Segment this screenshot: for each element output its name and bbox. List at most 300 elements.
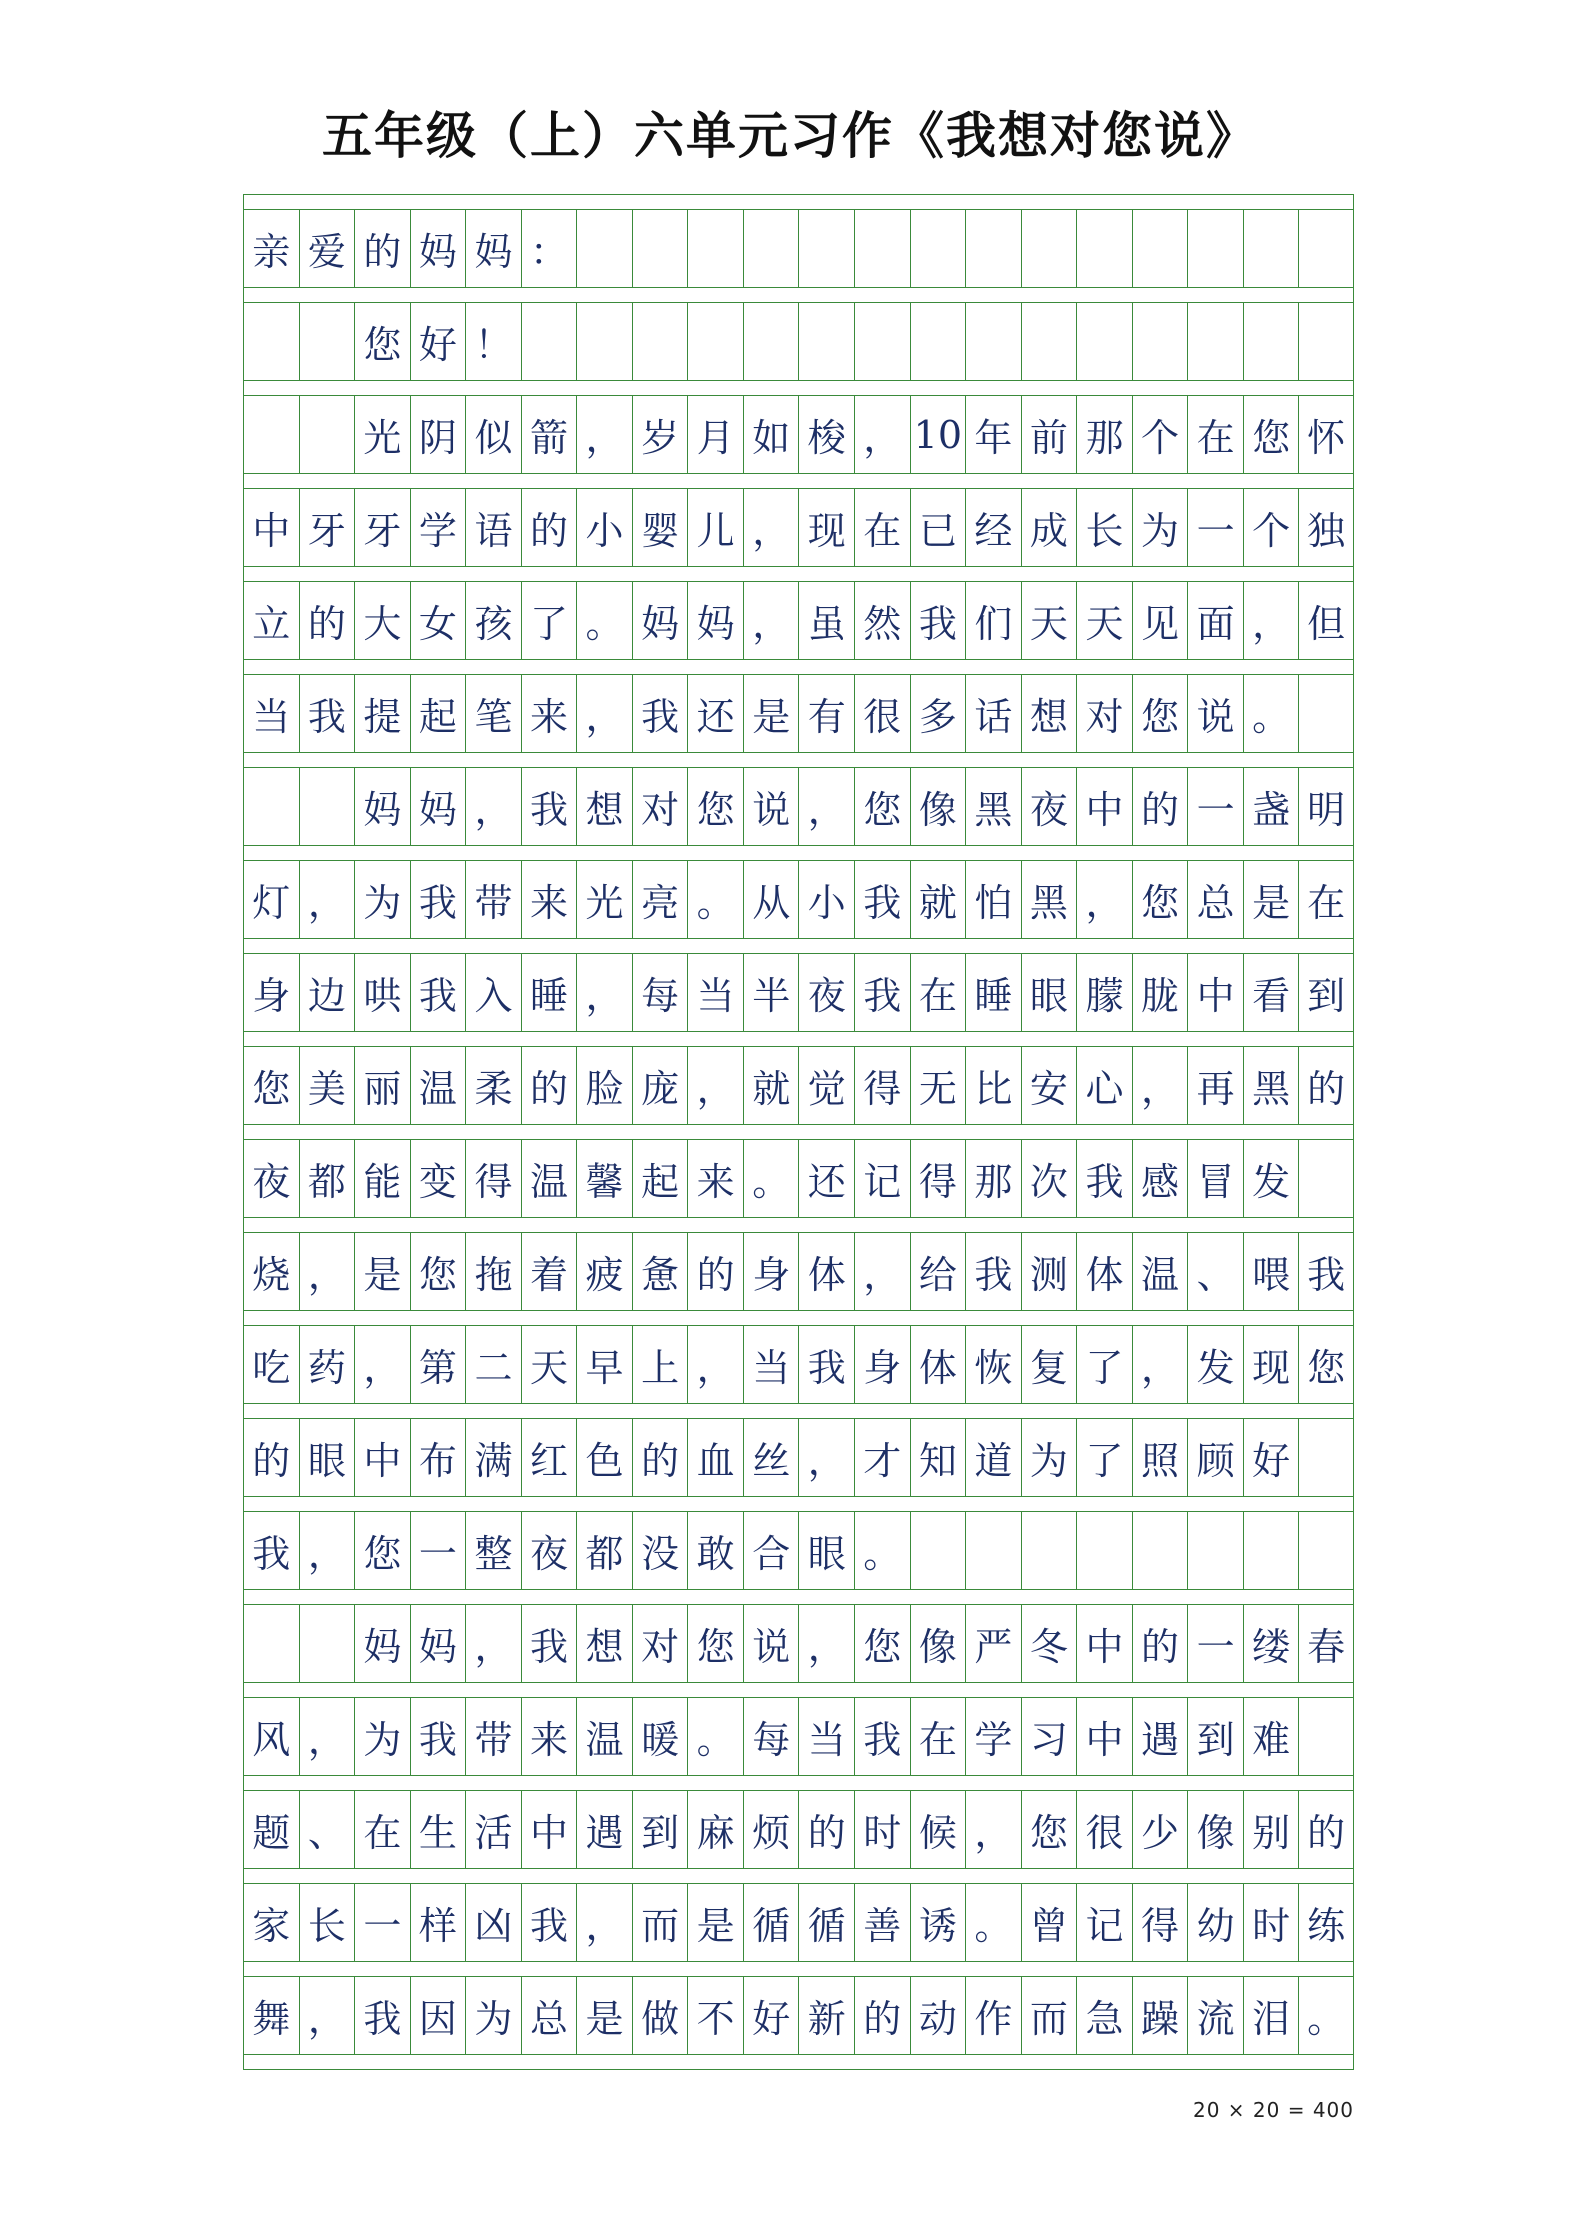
- grid-cell: 是: [743, 675, 799, 752]
- grid-cell: 为: [1132, 489, 1188, 566]
- grid-row: [243, 1791, 1354, 1869]
- grid-cell: [1021, 210, 1077, 287]
- grid-cell: 亲: [243, 210, 299, 287]
- grid-cell: 练: [1298, 1884, 1354, 1961]
- grid-cell: 睡: [965, 954, 1021, 1031]
- grid-cell: ，: [854, 1233, 910, 1310]
- grid-cell: 当: [798, 1698, 854, 1775]
- grid-cell: 的: [521, 1047, 577, 1124]
- grid-cell: 怕: [965, 861, 1021, 938]
- grid-cell: 躁: [1132, 1977, 1188, 2054]
- grid-cell: [1243, 1512, 1299, 1589]
- grid-cell: [910, 1512, 966, 1589]
- grid-cell: [1132, 210, 1188, 287]
- grid-cell: 妈: [410, 210, 466, 287]
- grid-cell: 少: [1132, 1791, 1188, 1868]
- grid-row: [243, 1233, 1354, 1311]
- grid-cell: 现: [1243, 1326, 1299, 1403]
- grid-cell: [687, 210, 743, 287]
- grid-row: [243, 768, 1354, 846]
- grid-cell: ，: [743, 489, 799, 566]
- row-gap: [243, 939, 1354, 954]
- grid-cell: 眼: [299, 1419, 355, 1496]
- grid-cell: 温: [1132, 1233, 1188, 1310]
- grid-cell: 您: [1298, 1326, 1354, 1403]
- grid-cell: 胧: [1132, 954, 1188, 1031]
- grid-cell: 像: [910, 1605, 966, 1682]
- grid-cell: 中: [521, 1791, 577, 1868]
- grid-cell: 烦: [743, 1791, 799, 1868]
- grid-cell: 测: [1021, 1233, 1077, 1310]
- grid-cell: 说: [1187, 675, 1243, 752]
- grid-cell: 牙: [299, 489, 355, 566]
- grid-cell: 想: [576, 1605, 632, 1682]
- grid-cell: 着: [521, 1233, 577, 1310]
- grid-cell: [743, 303, 799, 380]
- grid-cell: 疲: [576, 1233, 632, 1310]
- grid-cell: 庞: [632, 1047, 688, 1124]
- grid-cell: 题: [243, 1791, 299, 1868]
- grid-cell: 来: [521, 861, 577, 938]
- grid-cell: 记: [854, 1140, 910, 1217]
- grid-row: [243, 861, 1354, 939]
- grid-cell: 我: [299, 675, 355, 752]
- grid-cell: 现: [798, 489, 854, 566]
- grid-cell: 因: [410, 1977, 466, 2054]
- grid-cell: [632, 210, 688, 287]
- grid-cell: 您: [687, 1605, 743, 1682]
- grid-cell: 每: [743, 1698, 799, 1775]
- row-gap: [243, 2055, 1354, 2070]
- grid-cell: 成: [1021, 489, 1077, 566]
- grid-cell: [576, 210, 632, 287]
- grid-cell: [1187, 303, 1243, 380]
- grid-cell: 得: [910, 1140, 966, 1217]
- grid-cell: [576, 303, 632, 380]
- grid-cell: 带: [465, 1698, 521, 1775]
- grid-cell: [1076, 303, 1132, 380]
- grid-cell: 早: [576, 1326, 632, 1403]
- grid-cell: 我: [410, 1698, 466, 1775]
- grid-cell: 带: [465, 861, 521, 938]
- grid-cell: 样: [410, 1884, 466, 1961]
- writing-grid: [243, 194, 1354, 2070]
- grid-cell: 的: [1132, 1605, 1188, 1682]
- grid-cell: 一: [1187, 1605, 1243, 1682]
- grid-cell: 但: [1298, 582, 1354, 659]
- grid-cell: 布: [410, 1419, 466, 1496]
- grid-cell: 、: [299, 1791, 355, 1868]
- grid-cell: 一: [1187, 768, 1243, 845]
- grid-cell: 比: [965, 1047, 1021, 1124]
- grid-cell: 的: [687, 1233, 743, 1310]
- page-title: 五年级（上）六单元习作《我想对您说》: [322, 107, 1258, 165]
- grid-cell: 年: [965, 396, 1021, 473]
- grid-cell: 善: [854, 1884, 910, 1961]
- grid-cell: 次: [1021, 1140, 1077, 1217]
- grid-cell: 独: [1298, 489, 1354, 566]
- grid-cell: 多: [910, 675, 966, 752]
- grid-cell: 黑: [1243, 1047, 1299, 1124]
- grid-cell: 像: [1187, 1791, 1243, 1868]
- grid-cell: 为: [465, 1977, 521, 2054]
- grid-cell: 是: [687, 1884, 743, 1961]
- grid-cell: 有: [798, 675, 854, 752]
- row-gap: [243, 474, 1354, 489]
- grid-cell: [910, 210, 966, 287]
- grid-cell: 温: [576, 1698, 632, 1775]
- grid-cell: 们: [965, 582, 1021, 659]
- grid-cell: 的: [243, 1419, 299, 1496]
- grid-cell: 遇: [1132, 1698, 1188, 1775]
- grid-cell: 凶: [465, 1884, 521, 1961]
- grid-cell: 是: [354, 1233, 410, 1310]
- grid-cell: 还: [798, 1140, 854, 1217]
- grid-cell: 照: [1132, 1419, 1188, 1496]
- grid-cell: [854, 303, 910, 380]
- grid-cell: [1243, 303, 1299, 380]
- grid-cell: 我: [854, 1698, 910, 1775]
- grid-cell: 好: [1243, 1419, 1299, 1496]
- grid-row: [243, 582, 1354, 660]
- grid-cell: 得: [1132, 1884, 1188, 1961]
- row-gap: [243, 753, 1354, 768]
- grid-cell: 半: [743, 954, 799, 1031]
- grid-cell: 您: [410, 1233, 466, 1310]
- grid-cell: [798, 210, 854, 287]
- grid-cell: 的: [632, 1419, 688, 1496]
- grid-cell: 儿: [687, 489, 743, 566]
- grid-cell: [243, 1605, 299, 1682]
- grid-cell: 小: [576, 489, 632, 566]
- grid-cell: [965, 210, 1021, 287]
- grid-cell: 时: [1243, 1884, 1299, 1961]
- grid-cell: 馨: [576, 1140, 632, 1217]
- grid-cell: 身: [743, 1233, 799, 1310]
- grid-cell: 风: [243, 1698, 299, 1775]
- grid-cell: 知: [910, 1419, 966, 1496]
- grid-cell: 、: [1187, 1233, 1243, 1310]
- grid-cell: 到: [1298, 954, 1354, 1031]
- grid-cell: 道: [965, 1419, 1021, 1496]
- grid-cell: [299, 303, 355, 380]
- grid-cell: 中: [1187, 954, 1243, 1031]
- grid-cell: ，: [1132, 1047, 1188, 1124]
- grid-cell: 学: [410, 489, 466, 566]
- grid-cell: 总: [1187, 861, 1243, 938]
- grid-cell: 拖: [465, 1233, 521, 1310]
- row-gap: [243, 1497, 1354, 1512]
- grid-cell: 对: [632, 1605, 688, 1682]
- grid-cell: 而: [632, 1884, 688, 1961]
- grid-cell: 女: [410, 582, 466, 659]
- grid-cell: ，: [1076, 861, 1132, 938]
- grid-cell: 大: [354, 582, 410, 659]
- grid-cell: 活: [465, 1791, 521, 1868]
- grid-cell: 体: [798, 1233, 854, 1310]
- row-gap: [243, 288, 1354, 303]
- grid-cell: 我: [243, 1512, 299, 1589]
- grid-cell: 想: [1021, 675, 1077, 752]
- grid-cell: 很: [1076, 1791, 1132, 1868]
- grid-row: [243, 396, 1354, 474]
- grid-cell: 语: [465, 489, 521, 566]
- grid-row: [243, 1977, 1354, 2055]
- grid-cell: ，: [687, 1326, 743, 1403]
- grid-cell: [798, 303, 854, 380]
- grid-cell: [1298, 1698, 1354, 1775]
- row-gap: [243, 1683, 1354, 1698]
- grid-cell: 暖: [632, 1698, 688, 1775]
- grid-cell: 眼: [798, 1512, 854, 1589]
- row-gap: [243, 1776, 1354, 1791]
- grid-cell: 。: [576, 582, 632, 659]
- grid-cell: 给: [910, 1233, 966, 1310]
- grid-cell: 一: [354, 1884, 410, 1961]
- grid-cell: 美: [299, 1047, 355, 1124]
- grid-cell: 您: [854, 1605, 910, 1682]
- grid-cell: 我: [854, 861, 910, 938]
- grid-cell: 记: [1076, 1884, 1132, 1961]
- grid-cell: 惫: [632, 1233, 688, 1310]
- grid-cell: 的: [798, 1791, 854, 1868]
- grid-cell: 烧: [243, 1233, 299, 1310]
- grid-cell: 当: [243, 675, 299, 752]
- grid-cell: 恢: [965, 1326, 1021, 1403]
- grid-cell: 光: [576, 861, 632, 938]
- grid-cell: ，: [299, 861, 355, 938]
- row-gap: [243, 846, 1354, 861]
- grid-cell: [1021, 303, 1077, 380]
- grid-cell: 无: [910, 1047, 966, 1124]
- grid-cell: 我: [521, 1605, 577, 1682]
- grid-cell: 循: [743, 1884, 799, 1961]
- grid-cell: 如: [743, 396, 799, 473]
- grid-cell: ，: [299, 1977, 355, 2054]
- grid-cell: 边: [299, 954, 355, 1031]
- grid-cell: [965, 303, 1021, 380]
- grid-cell: 不: [687, 1977, 743, 2054]
- grid-cell: 药: [299, 1326, 355, 1403]
- grid-cell: 妈: [354, 1605, 410, 1682]
- grid-cell: 提: [354, 675, 410, 752]
- grid-cell: 感: [1132, 1140, 1188, 1217]
- grid-cell: 夜: [798, 954, 854, 1031]
- grid-cell: 发: [1243, 1140, 1299, 1217]
- grid-cell: 我: [965, 1233, 1021, 1310]
- grid-cell: 心: [1076, 1047, 1132, 1124]
- grid-cell: 候: [910, 1791, 966, 1868]
- row-gap: [243, 381, 1354, 396]
- grid-cell: 幼: [1187, 1884, 1243, 1961]
- grid-cell: ！: [465, 303, 521, 380]
- grid-cell: 得: [465, 1140, 521, 1217]
- grid-cell: 妈: [632, 582, 688, 659]
- grid-cell: 黑: [1021, 861, 1077, 938]
- grid-cell: [1076, 210, 1132, 287]
- grid-cell: 了: [1076, 1326, 1132, 1403]
- grid-cell: 孩: [465, 582, 521, 659]
- grid-cell: 在: [1298, 861, 1354, 938]
- grid-cell: [1076, 1512, 1132, 1589]
- grid-cell: [521, 303, 577, 380]
- grid-row: [243, 675, 1354, 753]
- grid-cell: 诱: [910, 1884, 966, 1961]
- grid-cell: 没: [632, 1512, 688, 1589]
- grid-cell: 我: [410, 954, 466, 1031]
- grid-cell: 能: [354, 1140, 410, 1217]
- grid-cell: [1187, 1512, 1243, 1589]
- grid-cell: 朦: [1076, 954, 1132, 1031]
- grid-cell: 色: [576, 1419, 632, 1496]
- grid-cell: 婴: [632, 489, 688, 566]
- grid-cell: 您: [1021, 1791, 1077, 1868]
- grid-cell: 温: [521, 1140, 577, 1217]
- row-gap: [243, 1125, 1354, 1140]
- grid-cell: 急: [1076, 1977, 1132, 2054]
- grid-cell: 岁: [632, 396, 688, 473]
- grid-cell: 春: [1298, 1605, 1354, 1682]
- grid-cell: 安: [1021, 1047, 1077, 1124]
- grid-cell: 我: [798, 1326, 854, 1403]
- grid-cell: 前: [1021, 396, 1077, 473]
- grid-cell: 的: [354, 210, 410, 287]
- row-gap: [243, 1311, 1354, 1326]
- grid-cell: 我: [410, 861, 466, 938]
- grid-cell: 虽: [798, 582, 854, 659]
- grid-size-note: 20 × 20 = 400: [1192, 2098, 1354, 2122]
- grid-cell: 是: [576, 1977, 632, 2054]
- grid-row: [243, 210, 1354, 288]
- grid-cell: 对: [632, 768, 688, 845]
- grid-cell: 我: [1076, 1140, 1132, 1217]
- grid-cell: 中: [243, 489, 299, 566]
- grid-cell: 复: [1021, 1326, 1077, 1403]
- grid-cell: 一: [410, 1512, 466, 1589]
- grid-row: [243, 303, 1354, 381]
- grid-cell: 为: [354, 861, 410, 938]
- grid-cell: 天: [1021, 582, 1077, 659]
- grid-cell: 作: [965, 1977, 1021, 2054]
- grid-cell: 吃: [243, 1326, 299, 1403]
- grid-row: [243, 1884, 1354, 1962]
- grid-cell: 习: [1021, 1698, 1077, 1775]
- grid-cell: 10: [910, 396, 966, 473]
- grid-cell: 体: [910, 1326, 966, 1403]
- grid-cell: 在: [910, 1698, 966, 1775]
- grid-cell: [1298, 1512, 1354, 1589]
- grid-cell: 妈: [465, 210, 521, 287]
- grid-cell: 我: [1298, 1233, 1354, 1310]
- grid-cell: 爱: [299, 210, 355, 287]
- grid-cell: 似: [465, 396, 521, 473]
- grid-row: [243, 489, 1354, 567]
- grid-cell: 已: [910, 489, 966, 566]
- grid-cell: 发: [1187, 1326, 1243, 1403]
- grid-cell: ，: [798, 768, 854, 845]
- grid-cell: 一: [1187, 489, 1243, 566]
- grid-row: [243, 1698, 1354, 1776]
- grid-cell: 喂: [1243, 1233, 1299, 1310]
- grid-cell: [1298, 303, 1354, 380]
- grid-cell: ，: [299, 1233, 355, 1310]
- grid-cell: 就: [743, 1047, 799, 1124]
- grid-row: [243, 1512, 1354, 1590]
- grid-cell: 好: [410, 303, 466, 380]
- grid-cell: 眼: [1021, 954, 1077, 1031]
- grid-cell: ，: [798, 1419, 854, 1496]
- grid-cell: 严: [965, 1605, 1021, 1682]
- grid-cell: 怀: [1298, 396, 1354, 473]
- grid-cell: [910, 303, 966, 380]
- grid-cell: 才: [854, 1419, 910, 1496]
- grid-cell: 的: [1132, 768, 1188, 845]
- grid-cell: 我: [632, 675, 688, 752]
- grid-cell: 看: [1243, 954, 1299, 1031]
- grid-cell: 小: [798, 861, 854, 938]
- grid-cell: 夜: [243, 1140, 299, 1217]
- grid-cell: 中: [1076, 1605, 1132, 1682]
- grid-cell: 得: [854, 1047, 910, 1124]
- grid-cell: ，: [854, 396, 910, 473]
- grid-cell: 对: [1076, 675, 1132, 752]
- grid-cell: [687, 303, 743, 380]
- grid-cell: 曾: [1021, 1884, 1077, 1961]
- grid-cell: 敢: [687, 1512, 743, 1589]
- grid-cell: 家: [243, 1884, 299, 1961]
- grid-cell: [965, 1512, 1021, 1589]
- row-gap: [243, 1032, 1354, 1047]
- grid-cell: 脸: [576, 1047, 632, 1124]
- grid-cell: 您: [1132, 861, 1188, 938]
- grid-cell: 箭: [521, 396, 577, 473]
- grid-cell: 。: [1298, 1977, 1354, 2054]
- grid-cell: [1298, 1140, 1354, 1217]
- grid-cell: 生: [410, 1791, 466, 1868]
- grid-cell: 的: [299, 582, 355, 659]
- grid-cell: 到: [632, 1791, 688, 1868]
- grid-cell: 黑: [965, 768, 1021, 845]
- grid-cell: 我: [521, 1884, 577, 1961]
- grid-cell: 妈: [687, 582, 743, 659]
- grid-cell: ，: [576, 396, 632, 473]
- grid-row: [243, 1140, 1354, 1218]
- grid-row: [243, 954, 1354, 1032]
- grid-cell: 睡: [521, 954, 577, 1031]
- grid-cell: 的: [1298, 1047, 1354, 1124]
- grid-cell: 满: [465, 1419, 521, 1496]
- row-gap: [243, 1869, 1354, 1884]
- grid-cell: 再: [1187, 1047, 1243, 1124]
- grid-cell: 新: [798, 1977, 854, 2054]
- grid-cell: ：: [521, 210, 577, 287]
- grid-cell: ，: [798, 1605, 854, 1682]
- grid-cell: 。: [965, 1884, 1021, 1961]
- grid-cell: 光: [354, 396, 410, 473]
- grid-cell: 牙: [354, 489, 410, 566]
- grid-cell: ，: [299, 1512, 355, 1589]
- grid-cell: 妈: [410, 1605, 466, 1682]
- grid-cell: [1243, 210, 1299, 287]
- grid-cell: 身: [243, 954, 299, 1031]
- grid-cell: 灯: [243, 861, 299, 938]
- grid-cell: 还: [687, 675, 743, 752]
- grid-cell: 在: [1187, 396, 1243, 473]
- grid-cell: ，: [1132, 1326, 1188, 1403]
- grid-cell: 您: [1243, 396, 1299, 473]
- grid-cell: 。: [687, 1698, 743, 1775]
- grid-cell: 循: [798, 1884, 854, 1961]
